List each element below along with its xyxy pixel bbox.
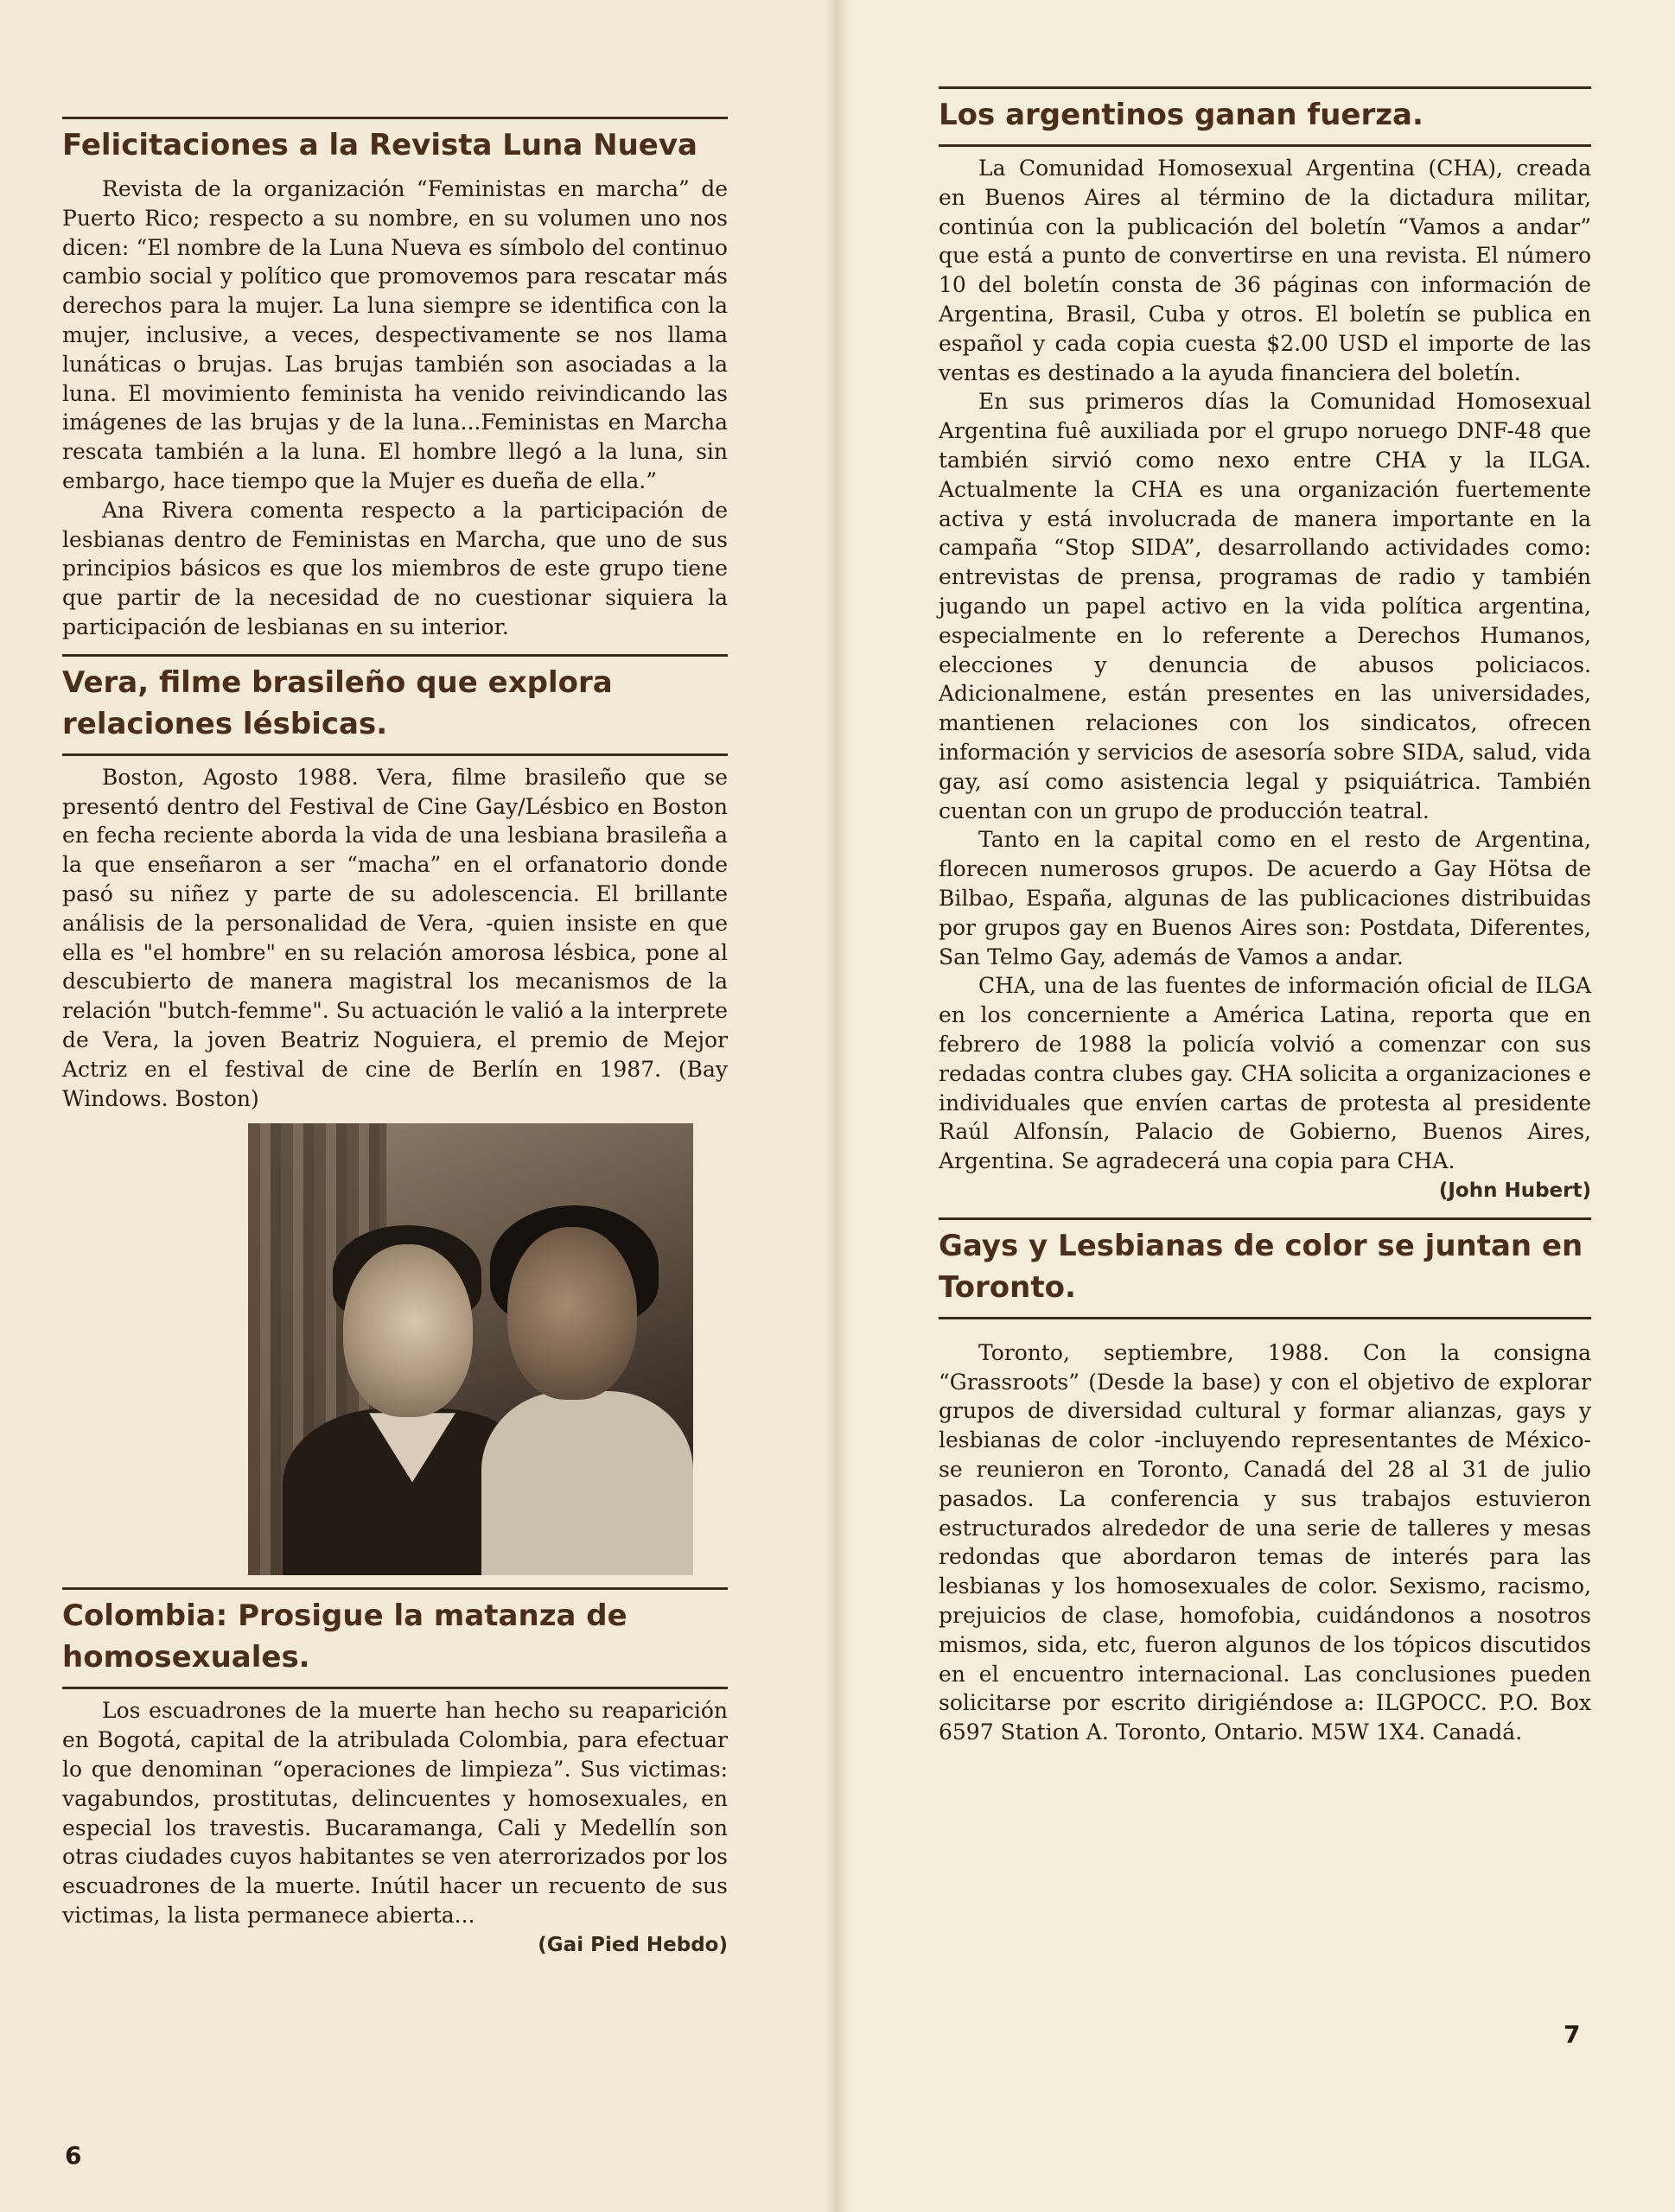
article-toronto (939, 1217, 1591, 1747)
paragraph: Ana Rivera comenta respecto a la participación de lesbianas dentro de Feministas en Marcha, que uno de sus principios básicos es que los miembros de este grupo tiene que partir de la necesidad de no cuestionar siquiera la participación de lesbianas en su interior. (62, 497, 728, 639)
divider (62, 1587, 728, 1590)
article-body (939, 1338, 1591, 1747)
divider (62, 753, 728, 756)
divider (939, 1317, 1591, 1319)
divider (62, 117, 728, 119)
paragraph: La Comunidad Homosexual Argentina (CHA), creada en Buenos Aires al término de la dictadura militar, continúa con la publicación del boletín “Vamos a andar” que está a punto de convertirse en una revista. El número 10 del boletín consta de 36 páginas con información de Argentina, Brasil, Cuba y otros. El boletín se publica en español y cada copia cuesta $2.00 USD el importe de las ventas es destinado a la ayuda financiera del boletín. (939, 156, 1591, 385)
divider (939, 86, 1591, 89)
article-argentinos (939, 86, 1591, 1205)
page-number: 7 (1564, 2020, 1581, 2049)
right-page (838, 0, 1675, 2212)
article-colombia (62, 1587, 728, 1959)
paragraph: Los escuadrones de la muerte han hecho su reaparición en Bogotá, capital de la atribulada Colombia, para efectuar lo que denominan “operaciones de limpieza”. Sus victimas: vagabundos, prostitutas, delincuentes y homosexuales, en especial los travestis. Bucaramanga, Cali y Medellín son otras ciudades cuyos habitantes se ven aterrorizados por los escuadrones de la muerte. Inútil hacer un recuento de sus victimas, la lista permanece abierta... (62, 1698, 728, 1928)
article-title: Felicitaciones a la Revista Luna Nueva (62, 128, 697, 162)
paragraph: Toronto, septiembre, 1988. Con la consigna “Grassroots” (Desde la base) y con el objetivo de explorar grupos de diversidad cultural y formar alianzas, gays y lesbianas de color -incluyendo representantes de México- se reunieron en Toronto, Canadá del 28 al 31 de julio pasados. La conferencia y sus trabajos estuvieron estructurados alrededor de una serie de talleres y mesas redondas que abordaron temas de interés para las lesbianas y los homosexuales de color. Sexismo, racismo, prejuicios de clase, homofobia, cuidándonos a nosotros mismos, sida, etc, fueron algunos de los tópicos discutidos en el encuentro internacional. Las conclusiones pueden solicitarse por escrito dirigiéndose a: ILGPOCC. P.O. Box 6597 Station A. Toronto, Ontario. M5W 1X4. Canadá. (939, 1339, 1591, 1745)
article-title: Vera, filme brasileño que explora relaciones lésbicas. (62, 664, 613, 741)
article-credit: (John Hubert) (1438, 1179, 1591, 1202)
article-body (62, 1696, 728, 1929)
article-title: Gays y Lesbianas de color se juntan en Toronto. (939, 1228, 1583, 1305)
left-column (62, 117, 728, 1972)
divider (939, 1217, 1591, 1220)
paragraph: CHA, una de las fuentes de información oficial de ILGA en los concerniente a América Latina, reporta que en febrero de 1988 la policía volvió a comenzar con sus redadas contra clubes gay. CHA solicita a organizaciones e individuales que envíen cartas de protesta al presidente Raúl Alfonsín, Palacio de Gobierno, Buenos Aires, Argentina. Se agradecerá una copia para CHA. (939, 973, 1591, 1174)
divider (939, 144, 1591, 147)
page-number: 6 (65, 2141, 82, 2170)
article-body (939, 154, 1591, 1176)
book-gutter (825, 0, 850, 2212)
article-body (62, 175, 728, 642)
right-column (939, 86, 1591, 1759)
divider (62, 1687, 728, 1689)
paragraph: Tanto en la capital como en el resto de Argentina, florecen numerosos grupos. De acuerdo a Gay Hötsa de Bilbao, España, algunas de las publicaciones distribuidas por grupos gay en Buenos Aires son: Postdata, Diferentes, San Telmo Gay, además de Vamos a andar. (939, 827, 1591, 969)
article-vera (62, 654, 728, 1576)
paragraph: Revista de la organización “Feministas en marcha” de Puerto Rico; respecto a su nombre, en su volumen uno nos dicen: “El nombre de la Luna Nueva es símbolo del continuo cambio social y político que promovemos para rescatar más derechos para la mujer. La luna siempre se identifica con la mujer, inclusive, a veces, despectivamente se nos llama lunáticas o brujas. Las brujas también son asociadas a la luna. El movimiento feminista ha venido reivindicando las imágenes de las brujas y de la luna...Feministas en Marcha rescata también a la luna. El hombre llegó a la luna, sin embargo, hace tiempo que la Mujer es dueña de ella.” (62, 176, 728, 493)
article-credit: (Gai Pied Hebdo) (538, 1933, 728, 1956)
paragraph: En sus primeros días la Comunidad Homosexual Argentina fuê auxiliada por el grupo noruego DNF-48 que también sirvió como nexo entre CHA y la ILGA. Actualmente la CHA es una organización fuertemente activa y está involucrada de manera importante en la campaña “Stop SIDA”, desarrollando actividades como: entrevistas de prensa, programas de radio y también jugando un papel activo en la vida política argentina, especialmente en lo referente a Derechos Humanos, elecciones y denuncia de abusos policiacos. Adicionalmene, están presentes en las universidades, mantienen relaciones con los sindicatos, ofrecen información y servicios de asesoría sobre SIDA, salud, vida gay, así como asistencia legal y psiquiátrica. También cuentan con un grupo de producción teatral. (939, 389, 1591, 823)
article-body (62, 763, 728, 1114)
article-title: Colombia: Prosigue la matanza de homosexuales. (62, 1599, 627, 1675)
article-luna-nueva (62, 117, 728, 642)
paragraph: Boston, Agosto 1988. Vera, filme brasileño que se presentó dentro del Festival de Cine Gay/Lésbico en Boston en fecha reciente aborda la vida de una lesbiana brasileña a la que enseñaron a ser “macha” en el orfanatorio donde pasó su niñez y parte de su adolescencia. El brillante análisis de la personalidad de Vera, -quien insiste en que ella es "el hombre" en su relación amorosa lésbica, pone al descubierto de manera magistral los mecanismos de la relación "butch-femme". Su actuación le valió a la interprete de Vera, la joven Beatriz Noguiera, el premio de Mejor Actriz en el festival de cine de Berlín en 1987. (Bay Windows. Boston) (62, 764, 728, 1111)
film-still-photo (248, 1123, 693, 1575)
divider (62, 654, 728, 657)
article-title: Los argentinos ganan fuerza. (939, 98, 1423, 132)
